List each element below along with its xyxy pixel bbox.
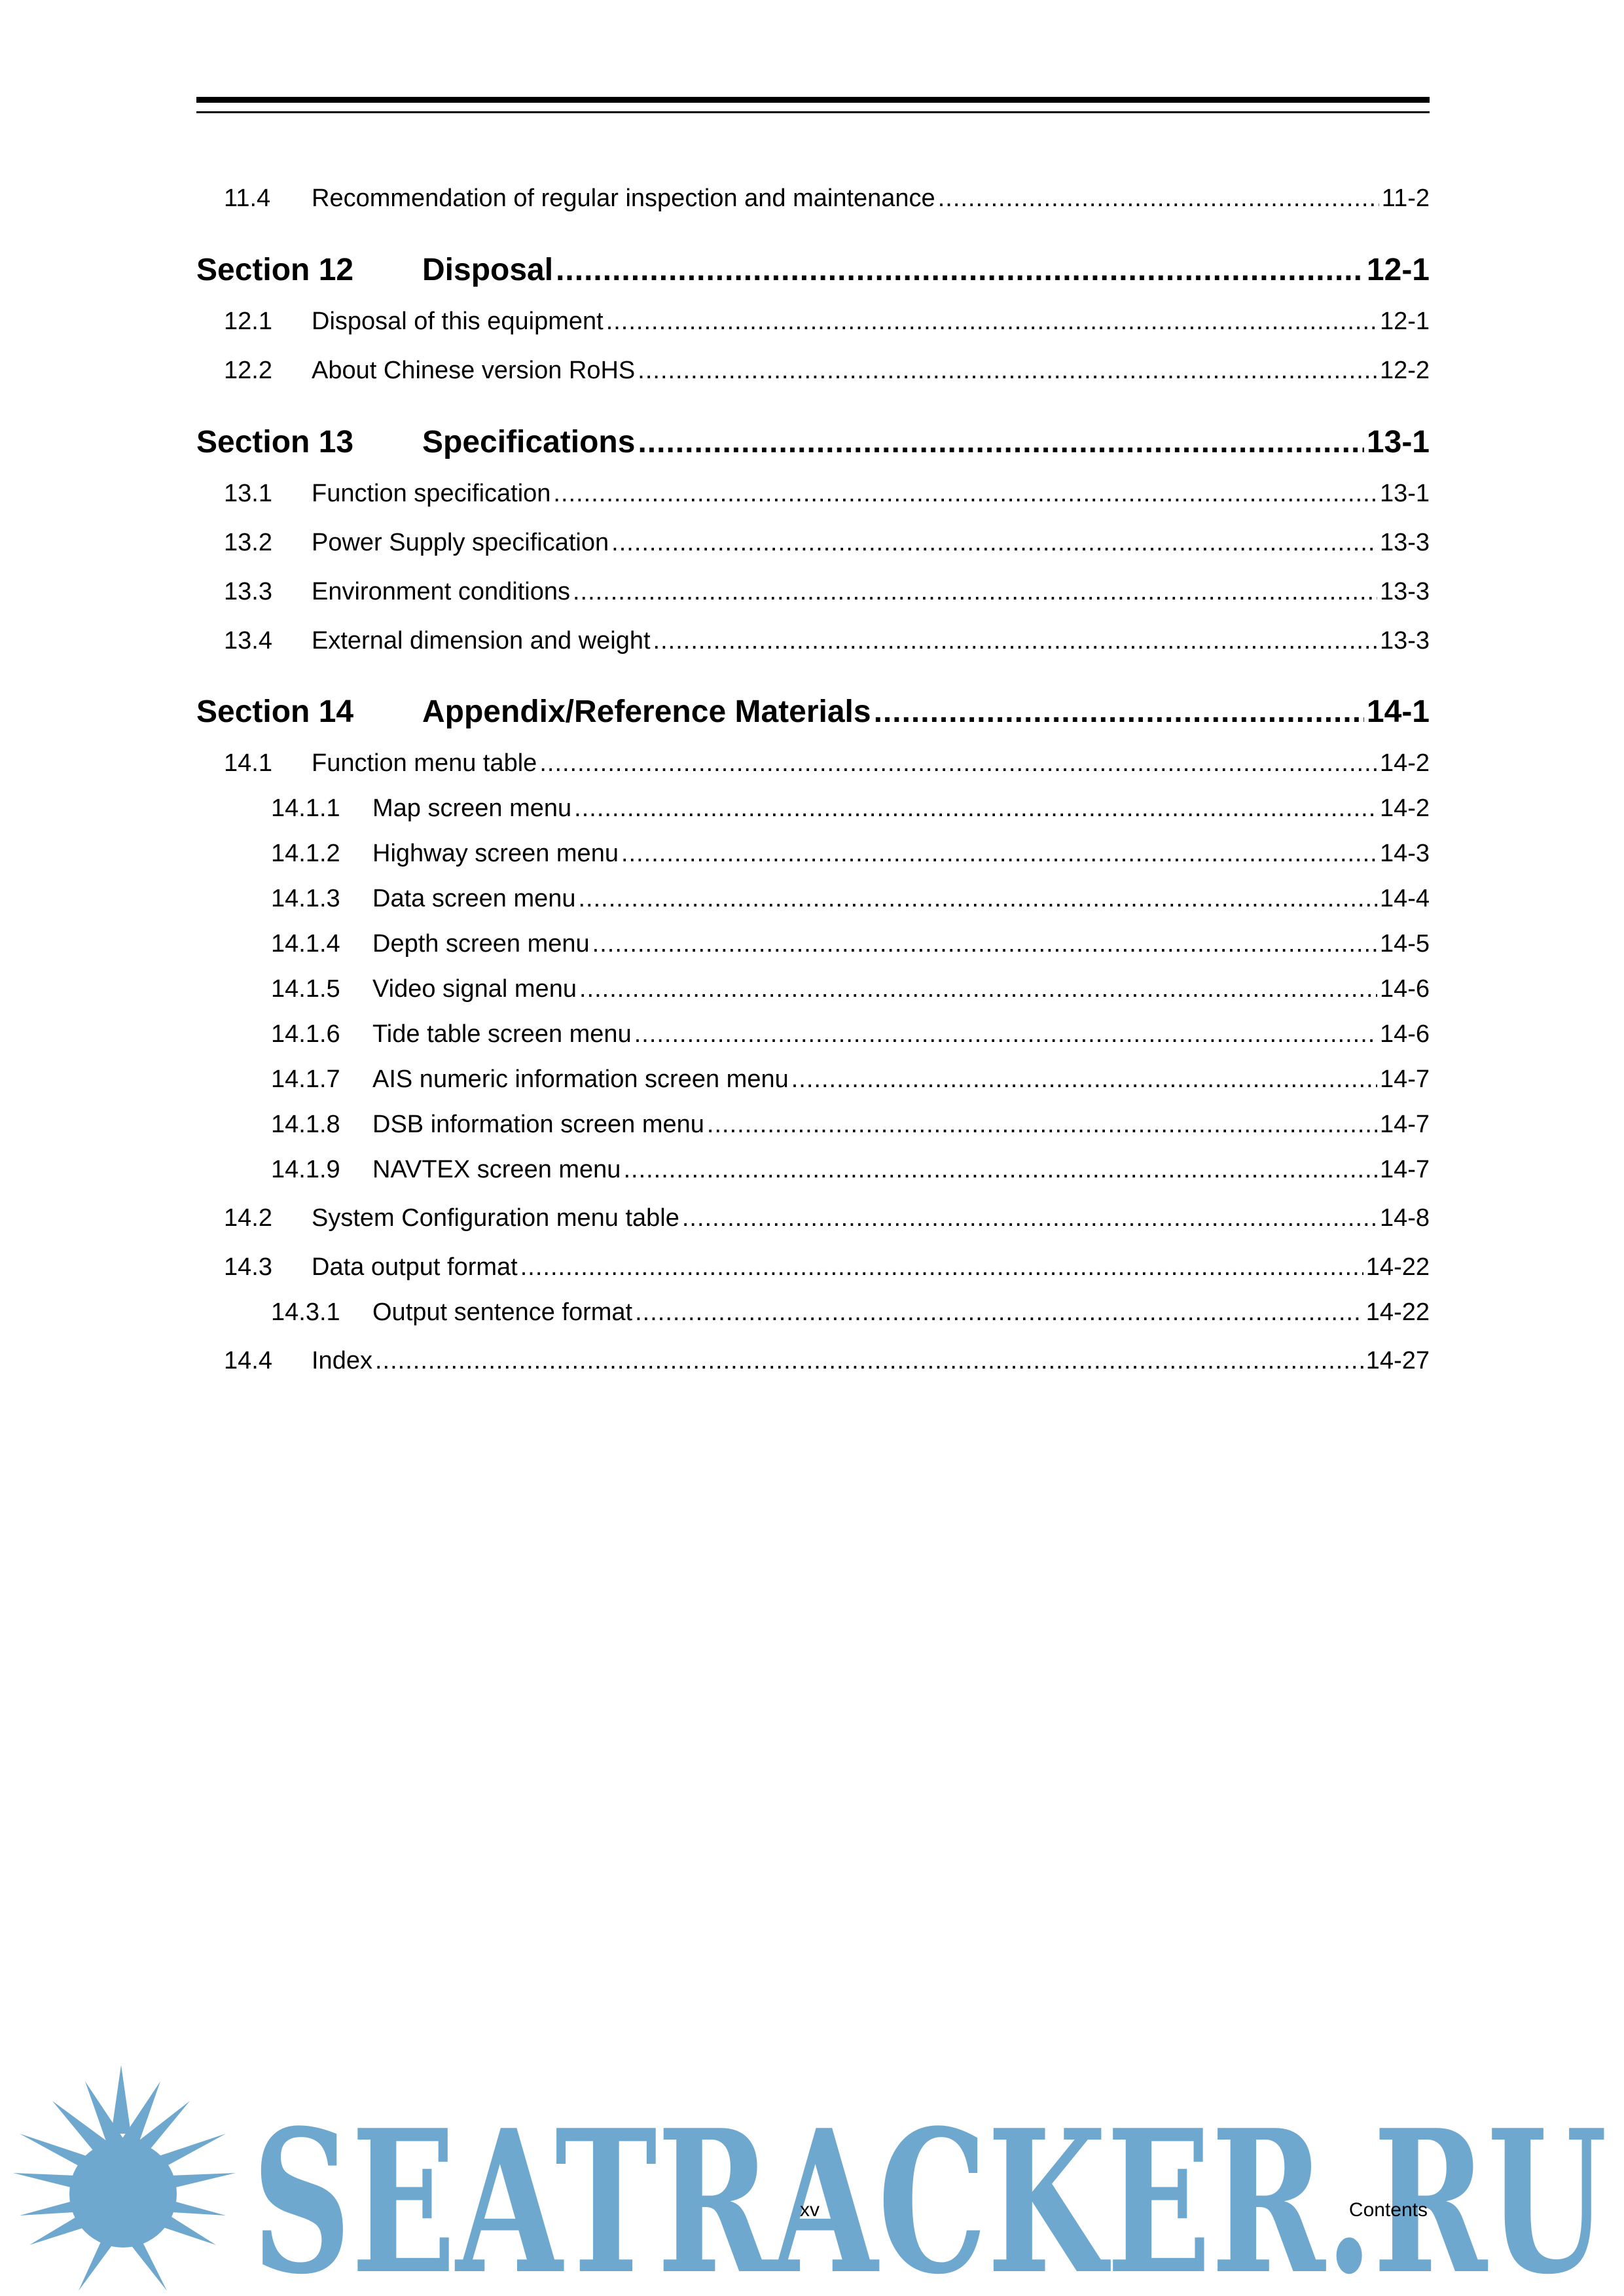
toc-title: External dimension and weight xyxy=(312,627,651,655)
toc-number: 14.4 xyxy=(224,1347,272,1374)
toc-page: 14-22 xyxy=(1365,1299,1430,1326)
toc-entry-14-1-7[interactable] xyxy=(196,1066,1430,1094)
toc-title: Function specification xyxy=(312,480,551,507)
toc-page: 13-1 xyxy=(1366,425,1430,459)
toc-number: Section 12 xyxy=(196,253,354,287)
toc-leader-dots xyxy=(638,424,1363,460)
toc-number: 14.1.5 xyxy=(271,975,340,1003)
toc-entry-13-2[interactable] xyxy=(196,529,1430,557)
toc-page: 12-1 xyxy=(1366,253,1430,287)
toc-page: 14-7 xyxy=(1379,1066,1430,1093)
toc-title: Data screen menu xyxy=(372,885,576,912)
toc-leader-dots xyxy=(520,1253,1363,1282)
toc-title: Function menu table xyxy=(312,749,537,777)
toc-title: Disposal xyxy=(422,253,554,287)
footer-page-number: xv xyxy=(800,2199,820,2221)
toc-entry-14-1-6[interactable] xyxy=(196,1020,1430,1049)
toc-page: 14-6 xyxy=(1379,1020,1430,1048)
toc-leader-dots xyxy=(653,627,1377,655)
toc-leader-dots xyxy=(707,1111,1377,1139)
toc-entry-11-4[interactable] xyxy=(196,185,1430,213)
toc-page: 11-2 xyxy=(1381,185,1430,212)
header-rule-thick xyxy=(196,97,1430,103)
toc-title: Recommendation of regular inspection and maintenance xyxy=(312,185,935,212)
toc-title: Index xyxy=(312,1347,372,1374)
toc-leader-dots xyxy=(874,694,1364,730)
toc-page: 14-8 xyxy=(1379,1204,1430,1232)
toc-page: 14-22 xyxy=(1365,1253,1430,1281)
toc-leader-dots xyxy=(634,1020,1377,1049)
toc-leader-dots xyxy=(553,480,1377,508)
toc-number: 14.1.2 xyxy=(271,840,340,867)
toc-leader-dots xyxy=(791,1066,1377,1094)
toc-leader-dots xyxy=(606,308,1377,336)
sun-icon xyxy=(13,2065,236,2291)
toc-leader-dots xyxy=(635,1299,1363,1327)
toc-number: Section 14 xyxy=(196,694,354,729)
toc-title: About Chinese version RoHS xyxy=(312,357,636,384)
toc-title: AIS numeric information screen menu xyxy=(372,1066,789,1093)
toc-leader-dots xyxy=(375,1347,1363,1375)
toc-page: 14-7 xyxy=(1379,1156,1430,1183)
toc-title: NAVTEX screen menu xyxy=(372,1156,621,1183)
toc-entry-14-4[interactable] xyxy=(196,1347,1430,1375)
toc-entry-14-3[interactable] xyxy=(196,1253,1430,1282)
toc-leader-dots xyxy=(592,930,1377,958)
toc-entry-14-1-1[interactable] xyxy=(196,795,1430,823)
toc-number: 14.1.1 xyxy=(271,795,340,822)
toc-title: Power Supply specification xyxy=(312,529,609,556)
toc-title: Environment conditions xyxy=(312,578,570,605)
toc-page: 13-3 xyxy=(1379,578,1430,605)
toc-number: 12.1 xyxy=(224,308,272,335)
toc-leader-dots xyxy=(638,357,1377,385)
toc-number: 14.1.8 xyxy=(271,1111,340,1138)
toc-page: 13-3 xyxy=(1379,627,1430,655)
toc-title: DSB information screen menu xyxy=(372,1111,704,1138)
toc-number: 14.3 xyxy=(224,1253,272,1281)
toc-title: Output sentence format xyxy=(372,1299,633,1326)
toc-page: 14-7 xyxy=(1379,1111,1430,1138)
toc-number: 14.1.7 xyxy=(271,1066,340,1093)
toc-number: 14.1 xyxy=(224,749,272,777)
toc-section-14[interactable] xyxy=(196,694,1430,730)
toc-page: 13-3 xyxy=(1379,529,1430,556)
toc-entry-14-1-5[interactable] xyxy=(196,975,1430,1003)
toc-page: 14-1 xyxy=(1366,694,1430,729)
toc-title: Map screen menu xyxy=(372,795,572,822)
toc-title: Data output format xyxy=(312,1253,518,1281)
toc-title: Appendix/Reference Materials xyxy=(422,694,871,729)
toc-entry-12-2[interactable] xyxy=(196,357,1430,385)
toc-number: 14.3.1 xyxy=(271,1299,340,1326)
header-rule-thin xyxy=(196,111,1430,113)
toc-leader-dots xyxy=(682,1204,1377,1232)
toc-title: Specifications xyxy=(422,425,636,459)
toc-number: 14.1.4 xyxy=(271,930,340,958)
toc-section-12[interactable] xyxy=(196,252,1430,288)
toc-title: Disposal of this equipment xyxy=(312,308,604,335)
toc-leader-dots xyxy=(938,185,1379,213)
toc-entry-14-1-2[interactable] xyxy=(196,840,1430,868)
toc-entry-14-1-4[interactable] xyxy=(196,930,1430,958)
watermark-text: SEATRACKER.RU xyxy=(252,2087,1607,2296)
toc-page: 14-5 xyxy=(1379,930,1430,958)
toc-page: 14-2 xyxy=(1379,749,1430,777)
toc-leader-dots xyxy=(623,1156,1377,1184)
toc-entry-13-4[interactable] xyxy=(196,627,1430,655)
toc-page: 14-27 xyxy=(1365,1347,1430,1374)
toc-entry-12-1[interactable] xyxy=(196,308,1430,336)
toc-entry-13-3[interactable] xyxy=(196,578,1430,606)
toc-number: 14.1.6 xyxy=(271,1020,340,1048)
toc-title: Tide table screen menu xyxy=(372,1020,632,1048)
toc-number: 14.2 xyxy=(224,1204,272,1232)
toc-entry-14-2[interactable] xyxy=(196,1204,1430,1232)
toc-entry-14-1-3[interactable] xyxy=(196,885,1430,913)
toc-page: 14-4 xyxy=(1379,885,1430,912)
toc-leader-dots xyxy=(573,578,1377,606)
toc-page: 13-1 xyxy=(1379,480,1430,507)
footer-section-label: Contents xyxy=(1348,2199,1428,2221)
toc-leader-dots xyxy=(539,749,1377,778)
toc-number: 11.4 xyxy=(224,185,271,212)
toc-number: Section 13 xyxy=(196,425,354,459)
toc-title: Depth screen menu xyxy=(372,930,590,958)
toc-page: 14-2 xyxy=(1379,795,1430,822)
toc-leader-dots xyxy=(579,975,1377,1003)
toc-number: 13.1 xyxy=(224,480,272,507)
toc-section-13[interactable] xyxy=(196,424,1430,460)
toc-entry-14-3-1[interactable] xyxy=(196,1299,1430,1327)
toc-number: 14.1.9 xyxy=(271,1156,340,1183)
toc-number: 14.1.3 xyxy=(271,885,340,912)
toc-leader-dots xyxy=(621,840,1377,868)
toc-entry-13-1[interactable] xyxy=(196,480,1430,508)
toc-leader-dots xyxy=(556,252,1364,288)
toc-title: Highway screen menu xyxy=(372,840,619,867)
toc-leader-dots xyxy=(579,885,1377,913)
toc-leader-dots xyxy=(611,529,1377,557)
toc-page: 14-6 xyxy=(1379,975,1430,1003)
toc-title: System Configuration menu table xyxy=(312,1204,679,1232)
toc-number: 12.2 xyxy=(224,357,272,384)
toc-entry-14-1-9[interactable] xyxy=(196,1156,1430,1184)
toc-number: 13.3 xyxy=(224,578,272,605)
toc-leader-dots xyxy=(574,795,1377,823)
toc-entry-14-1[interactable] xyxy=(196,749,1430,778)
toc-title: Video signal menu xyxy=(372,975,577,1003)
toc-entry-14-1-8[interactable] xyxy=(196,1111,1430,1139)
toc-number: 13.2 xyxy=(224,529,272,556)
toc-page: 12-1 xyxy=(1379,308,1430,335)
toc-page: 14-3 xyxy=(1379,840,1430,867)
toc-number: 13.4 xyxy=(224,627,272,655)
toc-page: 12-2 xyxy=(1379,357,1430,384)
watermark xyxy=(0,2042,1624,2296)
